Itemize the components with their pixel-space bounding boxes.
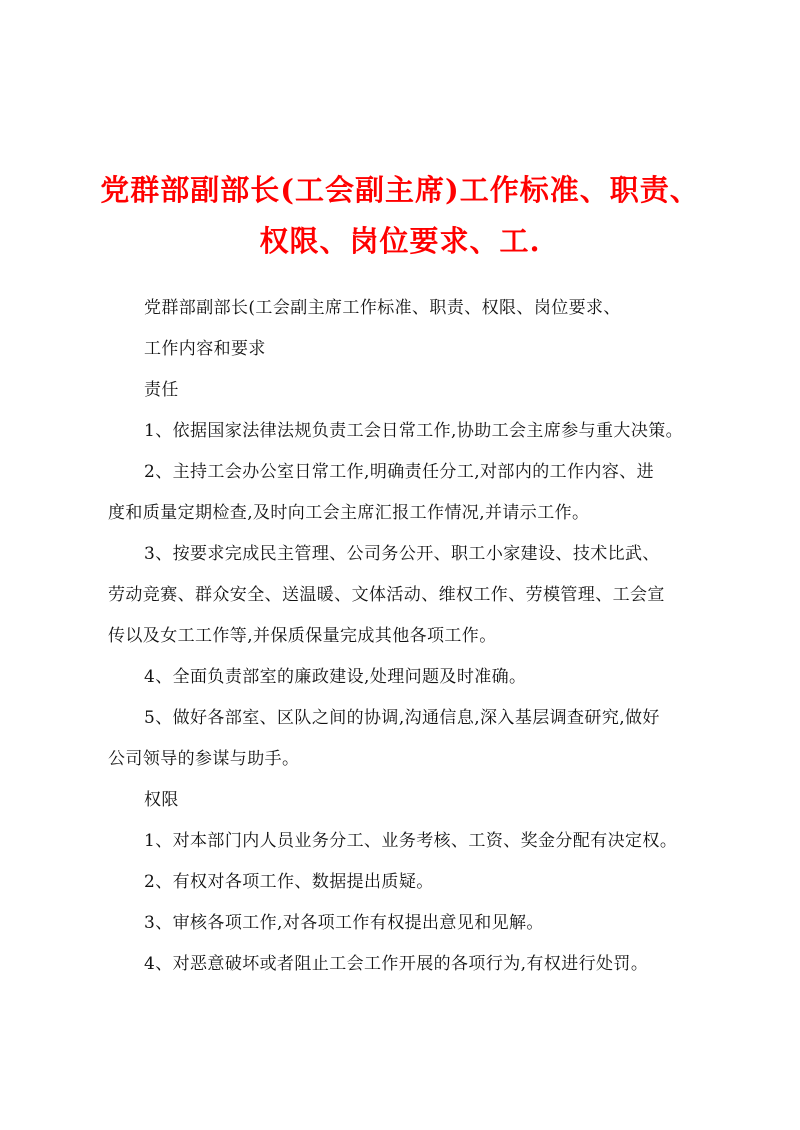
body-line: 劳动竞赛、群众安全、送温暖、文体活动、维权工作、劳模管理、工会宣 — [108, 585, 665, 605]
body-line: 3、审核各项工作,对各项工作有权提出意见和见解。 — [144, 913, 544, 933]
body-line: 度和质量定期检查,及时向工会主席汇报工作情况,并请示工作。 — [108, 503, 590, 523]
section-heading-authority: 权限 — [144, 790, 179, 810]
body-line: 传以及女工工作等,并保质保量完成其他各项工作。 — [108, 626, 497, 646]
body-line: 1、对本部门内人员业务分工、业务考核、工资、奖金分配有决定权。 — [144, 831, 678, 851]
body-line: 5、做好各部室、区队之间的协调,沟通信息,深入基层调查研究,做好 — [144, 708, 660, 728]
section-heading-responsibility: 责任 — [144, 380, 179, 400]
body-line: 公司领导的参谋与助手。 — [108, 749, 300, 769]
document-title-line-1: 党群部副部长(工会副主席)工作标准、职责、 — [100, 173, 700, 207]
body-line: 4、全面负责部室的廉政建设,处理问题及时准确。 — [144, 667, 527, 687]
body-line: 党群部副部长(工会副主席工作标准、职责、权限、岗位要求、 — [144, 298, 621, 318]
document-title-line-2: 权限、岗位要求、工. — [259, 224, 541, 258]
body-line: 2、有权对各项工作、数据提出质疑。 — [144, 872, 434, 892]
document-body — [108, 288, 708, 985]
body-line: 2、主持工会办公室日常工作,明确责任分工,对部内的工作内容、进 — [144, 462, 655, 482]
body-line: 1、依据国家法律法规负责工会日常工作,协助工会主席参与重大决策。 — [144, 421, 684, 441]
section-subheading: 工作内容和要求 — [144, 339, 266, 359]
body-line: 4、对恶意破坏或者阻止工会工作开展的各项行为,有权进行处罚。 — [144, 954, 649, 974]
body-line: 3、按要求完成民主管理、公司务公开、职工小家建设、技术比武、 — [144, 544, 660, 564]
